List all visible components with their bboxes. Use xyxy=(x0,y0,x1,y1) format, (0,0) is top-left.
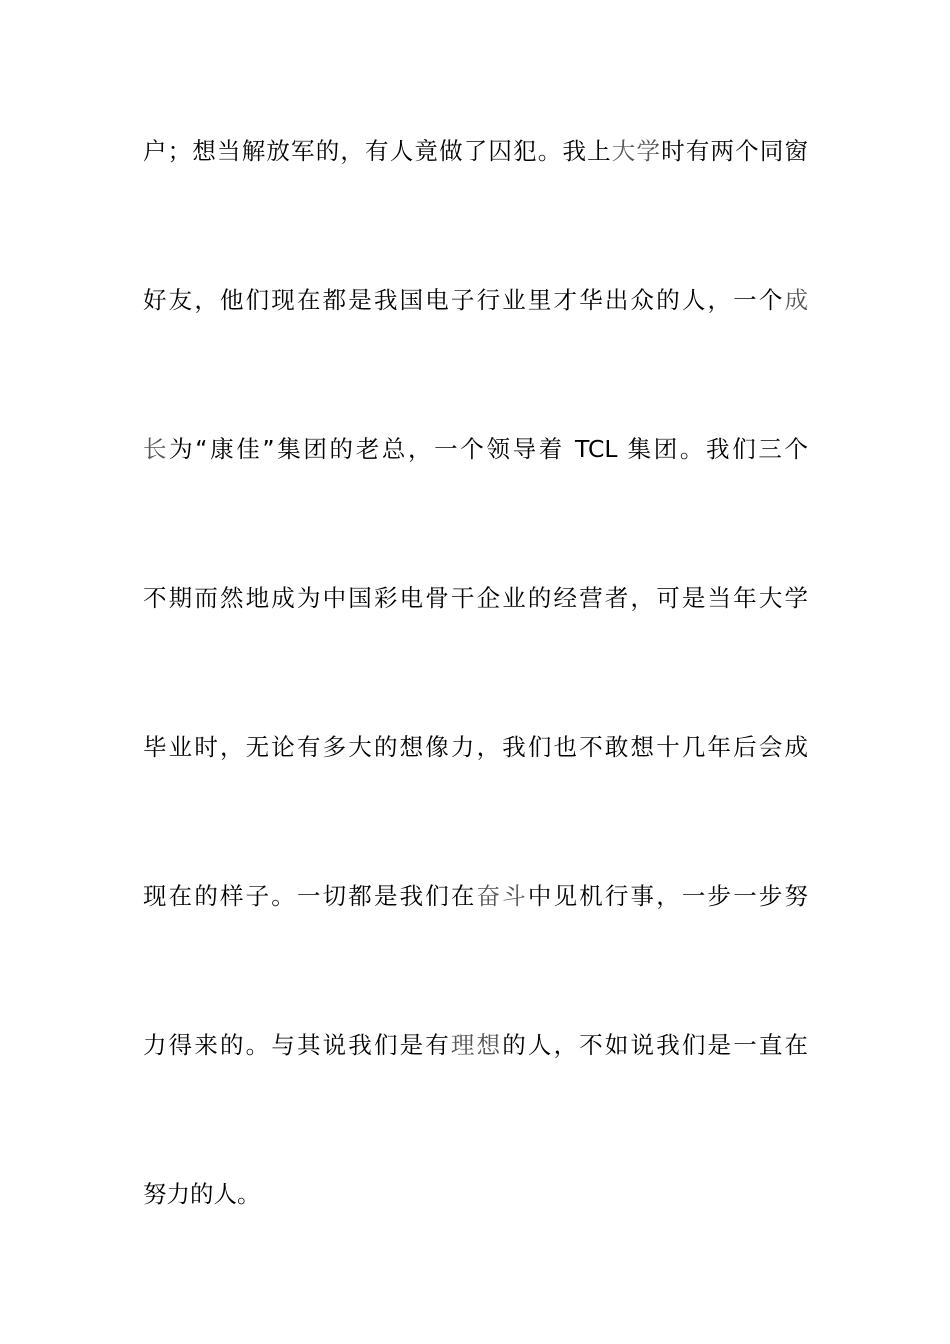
line-1-segment-1: 户；想当解放军的，有人竟做了囚犯。我上 xyxy=(143,137,612,165)
paragraph-line-8 xyxy=(143,1174,808,1214)
line-2-segment-1: 好友，他们现在都是我国电子行业里才华出众的人，一个 xyxy=(143,286,785,314)
line-1-segment-3: 时有两个同窗 xyxy=(661,137,809,165)
line-6-segment-3: 中见机行事，一步一步努 xyxy=(527,882,809,910)
paragraph-line-7 xyxy=(143,1025,808,1065)
line-8-segment-1: 努力的人。 xyxy=(143,1180,261,1208)
line-7-segment-3: 的人，不如说我们是一直在 xyxy=(502,1031,809,1059)
paragraph-line-5 xyxy=(143,727,808,767)
paragraph-line-6 xyxy=(143,876,808,916)
line-2-link-cheng[interactable]: 成 xyxy=(784,286,808,314)
line-6-link-fendou[interactable]: 奋斗 xyxy=(476,882,528,910)
line-7-segment-1: 力得来的。与其说我们是有 xyxy=(143,1031,451,1059)
paragraph-line-3 xyxy=(143,429,808,469)
line-6-segment-1: 现在的样子。一切都是我们在 xyxy=(143,882,477,910)
paragraph-line-1 xyxy=(143,131,808,171)
paragraph-line-4 xyxy=(143,578,808,618)
line-3-link-zhang[interactable]: 长 xyxy=(143,435,170,463)
line-1-link-daxue[interactable]: 大学 xyxy=(611,137,662,165)
paragraph-line-2 xyxy=(143,280,808,320)
line-7-link-lixiang[interactable]: 理想 xyxy=(450,1031,503,1059)
line-4-segment-1: 不期而然地成为中国彩电骨干企业的经营者，可是当年大学 xyxy=(143,584,808,612)
line-5-segment-1: 毕业时，无论有多大的想像力，我们也不敢想十几年后会成 xyxy=(143,733,808,761)
line-3-segment-2: 为“康佳”集团的老总，一个领导着 TCL 集团。我们三个 xyxy=(169,435,808,463)
